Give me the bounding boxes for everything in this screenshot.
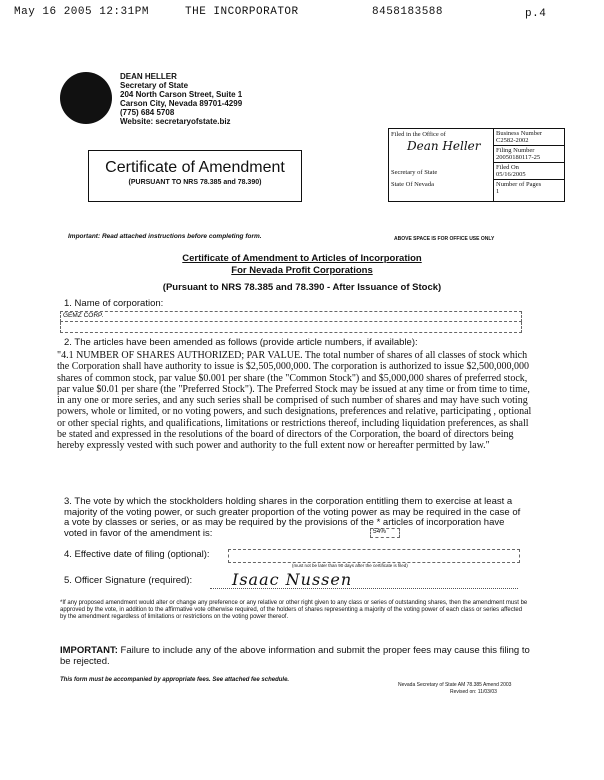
q4-label: 4. Effective date of filing (optional):: [64, 549, 210, 560]
effective-date-note: (must not be later than 90 days after the certificate is filed): [292, 563, 408, 568]
secretary-label: Secretary of State: [391, 169, 438, 176]
state-label: State Of Nevada: [391, 181, 434, 188]
footer-form-id: Nevada Secretary of State AM 78.385 Amend 2003: [398, 682, 512, 688]
important-text: Failure to include any of the above information and submit the proper fees may cause this filing to be rejected.: [60, 645, 530, 667]
footnote: *If any proposed amendment would alter or change any preference or any relative or other right given to any class or series of outstanding shares, then the amendment must be approved by the vote, in addition to the affirmative vote otherwise required, of the holders of shares representing a majority of the voting power of each class or series affected by the amendment regardless of limitations or restrictions on the voting power thereof.: [60, 600, 528, 621]
filing-number: 20050180117-25: [496, 154, 541, 161]
effective-date-field[interactable]: [228, 549, 520, 563]
corporation-name-value: GEMZ CORP.: [63, 312, 104, 319]
form-title-1: Certificate of Amendment to Articles of Incorporation: [182, 253, 422, 264]
footer-revised: Revised on: 11/03/03: [450, 689, 497, 695]
certificate-title: Certificate of Amendment: [105, 159, 285, 176]
filed-on-label: Filed On: [496, 164, 519, 171]
fax-date: May 16 2005 12:31PM: [14, 6, 149, 18]
form-title-2: For Nevada Profit Corporations: [231, 265, 373, 276]
office-use-note: ABOVE SPACE IS FOR OFFICE USE ONLY: [394, 236, 495, 242]
filing-stamp-box: [388, 128, 565, 202]
important-instructions: Important: Read attached instructions before completing form.: [68, 233, 262, 240]
q2-label: 2. The articles have been amended as follows (provide article numbers, if available):: [64, 337, 418, 348]
secretary-signature: Dean Heller: [407, 139, 481, 153]
q5-label: 5. Officer Signature (required):: [64, 575, 193, 586]
fax-sender: THE INCORPORATOR: [185, 6, 299, 18]
fax-page: p.4: [525, 8, 547, 20]
amendment-text[interactable]: "4.1 NUMBER OF SHARES AUTHORIZED; PAR VALUE. The total number of shares of all classes of stock which the Corporation shall have authority to issue is $2,505,000,000. The corporation is authorized to issue $2,500,000,000 shares of common stock, par value $0.001 per share (the "Common Stock") and $5,000,000 shares of preferred stock, par value $0.01 per share (the "Preferred Stock"). The Preferred Stock may be issued at any time or from time to time, in any one or more series, and any such series shall be comprised of such number of shares and may have such voting powers, whole or limited, or no voting powers, and such designations, preferences and relative, participating , optional or other special rights, and qualifications, limitations or restrictions thereof, including liquidation preferences, as shall be stated and expressed in the resolutions of the board of directors of the Corporation, the board of directors being hereby expressly vested with such power and authority to the full extent now or hereafter permitted by law.": [57, 350, 532, 452]
corporation-name-field-2: [60, 322, 522, 333]
office-phone: (775) 684 5708: [120, 108, 175, 117]
filed-on: 05/16/2005: [496, 171, 526, 178]
office-website: Website: secretaryofstate.biz: [120, 117, 231, 126]
office-address2: Carson City, Nevada 89701-4299: [120, 99, 243, 108]
office-address1: 204 North Carson Street, Suite 1: [120, 90, 243, 99]
fee-note: This form must be accompanied by appropriate fees. See attached fee schedule.: [60, 677, 290, 683]
state-seal-icon: [60, 72, 112, 124]
office-header: [120, 72, 242, 126]
vote-percentage-field[interactable]: [370, 528, 400, 538]
filing-number-label: Filing Number: [496, 147, 535, 154]
corporation-name-field[interactable]: [60, 311, 522, 322]
form-title-3: (Pursuant to NRS 78.385 and 78.390 - After Issuance of Stock): [162, 282, 442, 293]
important-block: [60, 645, 530, 667]
office-name: DEAN HELLER: [120, 72, 177, 81]
pages-label: Number of Pages: [496, 181, 542, 188]
q1-label: 1. Name of corporation:: [64, 298, 164, 309]
fax-phone: 8458183588: [372, 6, 444, 18]
pages: 1: [496, 188, 500, 195]
business-number: C2582-2002: [496, 137, 529, 144]
certificate-subtitle: (PURSUANT TO NRS 78.385 and 78.390): [128, 179, 262, 186]
vote-percentage-value: 54%: [373, 528, 387, 535]
business-number-label: Business Number: [496, 130, 543, 137]
filed-in-office-label: Filed in the Office of: [391, 131, 446, 138]
office-title: Secretary of State: [120, 81, 189, 90]
important-label: IMPORTANT:: [60, 645, 118, 656]
certificate-box: [88, 150, 302, 202]
q3-text: 3. The vote by which the stockholders holding shares in the corporation entitling them to exercise at least a majority of the voting power, or such greater proportion of the voting power as may be required in the case of a vote by classes or series, or as may be required by the provisions of the * articles of incorporation have voted in favor of the amendment is:: [64, 496, 521, 539]
officer-signature[interactable]: Isaac Nussen: [232, 570, 353, 589]
